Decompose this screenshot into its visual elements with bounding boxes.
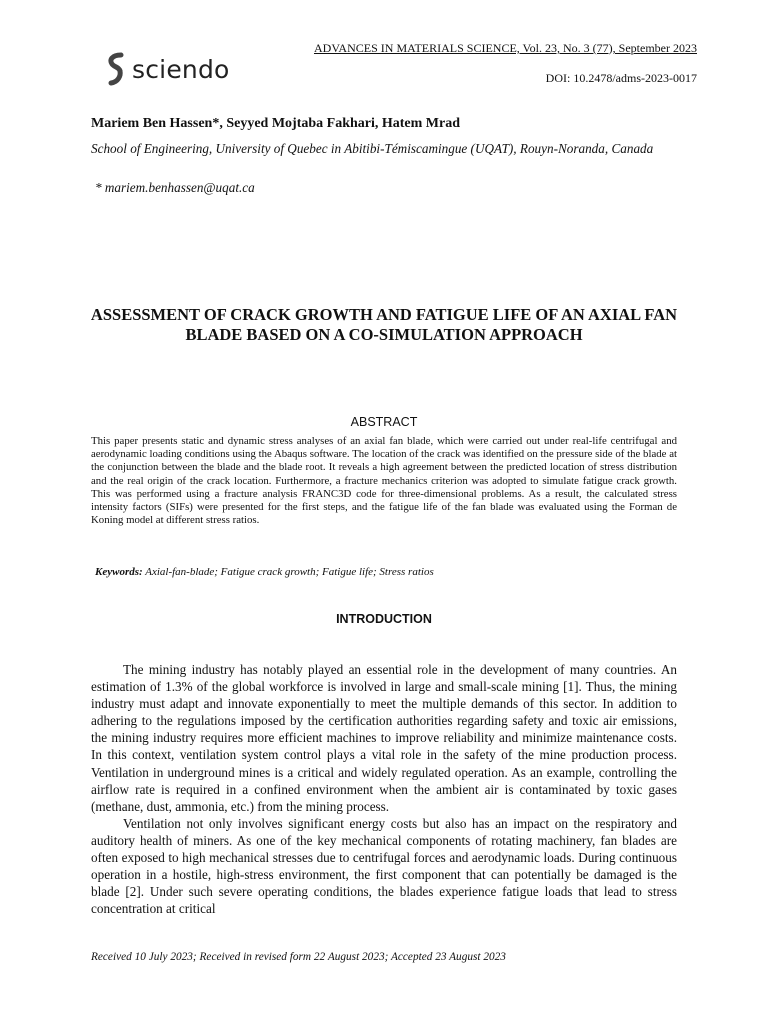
brand-name: sciendo [132, 54, 230, 84]
author-list: Mariem Ben Hassen*, Seyyed Mojtaba Fakhari, Hatem Mrad [91, 116, 461, 131]
journal-citation[interactable]: ADVANCES IN MATERIALS SCIENCE, Vol. 23, No. 3 (77), September 2023 [313, 41, 697, 55]
doi: DOI: 10.2478/adms-2023-0017 [545, 71, 697, 85]
abstract-heading: ABSTRACT [350, 415, 418, 429]
keywords [95, 566, 434, 578]
paper-title: ASSESSMENT OF CRACK GROWTH AND FATIGUE LIFE OF AN AXIAL FAN BLADE BASED ON A CO-SIMULATION APPROACH [90, 305, 678, 344]
keywords-text: Axial-fan-blade; Fatigue crack growth; Fatigue life; Stress ratios [145, 566, 434, 578]
paragraph: Ventilation not only involves significant energy costs but also has an impact on the respiratory and auditory health of miners. As one of the key mechanical components of rotating machinery, fan blades are often exposed to high mechanical stresses due to centrifugal forces and aerodynamic loads. During continuous operation in a hostile, high-stress environment, the first component that can potentially be damaged is the blade [2]. Under such severe operating conditions, the blades experience fatigue loads that lead to stress concentration at critical [91, 815, 677, 917]
introduction-body [91, 661, 677, 917]
received-dates: Received 10 July 2023; Received in revised form 22 August 2023; Accepted 23 August 2023 [91, 951, 506, 963]
sciendo-logo [106, 52, 230, 86]
paragraph: The mining industry has notably played an essential role in the development of many countries. An estimation of 1.3% of the global workforce is involved in large and small-scale mining [1]. Thus, the mining industry must adapt and innovate exponentially to meet the multiple demands of this sector. In addition to adhering to the regulations imposed by the certification authorities regarding safety and toxic air emissions, the mining industry requires more efficient machines to improve reliability and minimize maintenance costs. In this context, ventilation system control plays a vital role in the safety of the mine production process. Ventilation in underground mines is a critical and widely regulated operation. As an example, controlling the airflow rate is required in a confined environment when the ambient air is contaminated by toxic gases (methane, dust, ammonia, etc.) from the mining process. [91, 662, 677, 814]
corresponding-email: * mariem.benhassen@uqat.ca [95, 180, 255, 195]
introduction-heading: INTRODUCTION [336, 612, 432, 626]
sciendo-logo-icon [106, 52, 126, 86]
abstract-text: This paper presents static and dynamic stress analyses of an axial fan blade, which were carried out under real-life centrifugal and aerodynamic loading conditions using the Abaqus software. The location of the crack was identified on the pressure side of the blade at the conjunction between the blade and the blade root. It reveals a high agreement between the predicted location of stress distribution and the real origin of the crack location. Furthermore, a fracture mechanics criterion was adopted to simulate fatigue crack growth. This was performed using a fracture analysis FRANC3D code for three-dimensional problems. As a result, the calculated stress intensity factors (SIFs) were presented for the first steps, and the fatigue life of the fan blade was evaluated using the Forman de Koning model at different stress ratios. [91, 435, 677, 527]
keywords-label: Keywords: [95, 566, 143, 578]
affiliation: School of Engineering, University of Quebec in Abitibi-Témiscamingue (UQAT), Rouyn-Noranda, Canada [91, 141, 654, 156]
